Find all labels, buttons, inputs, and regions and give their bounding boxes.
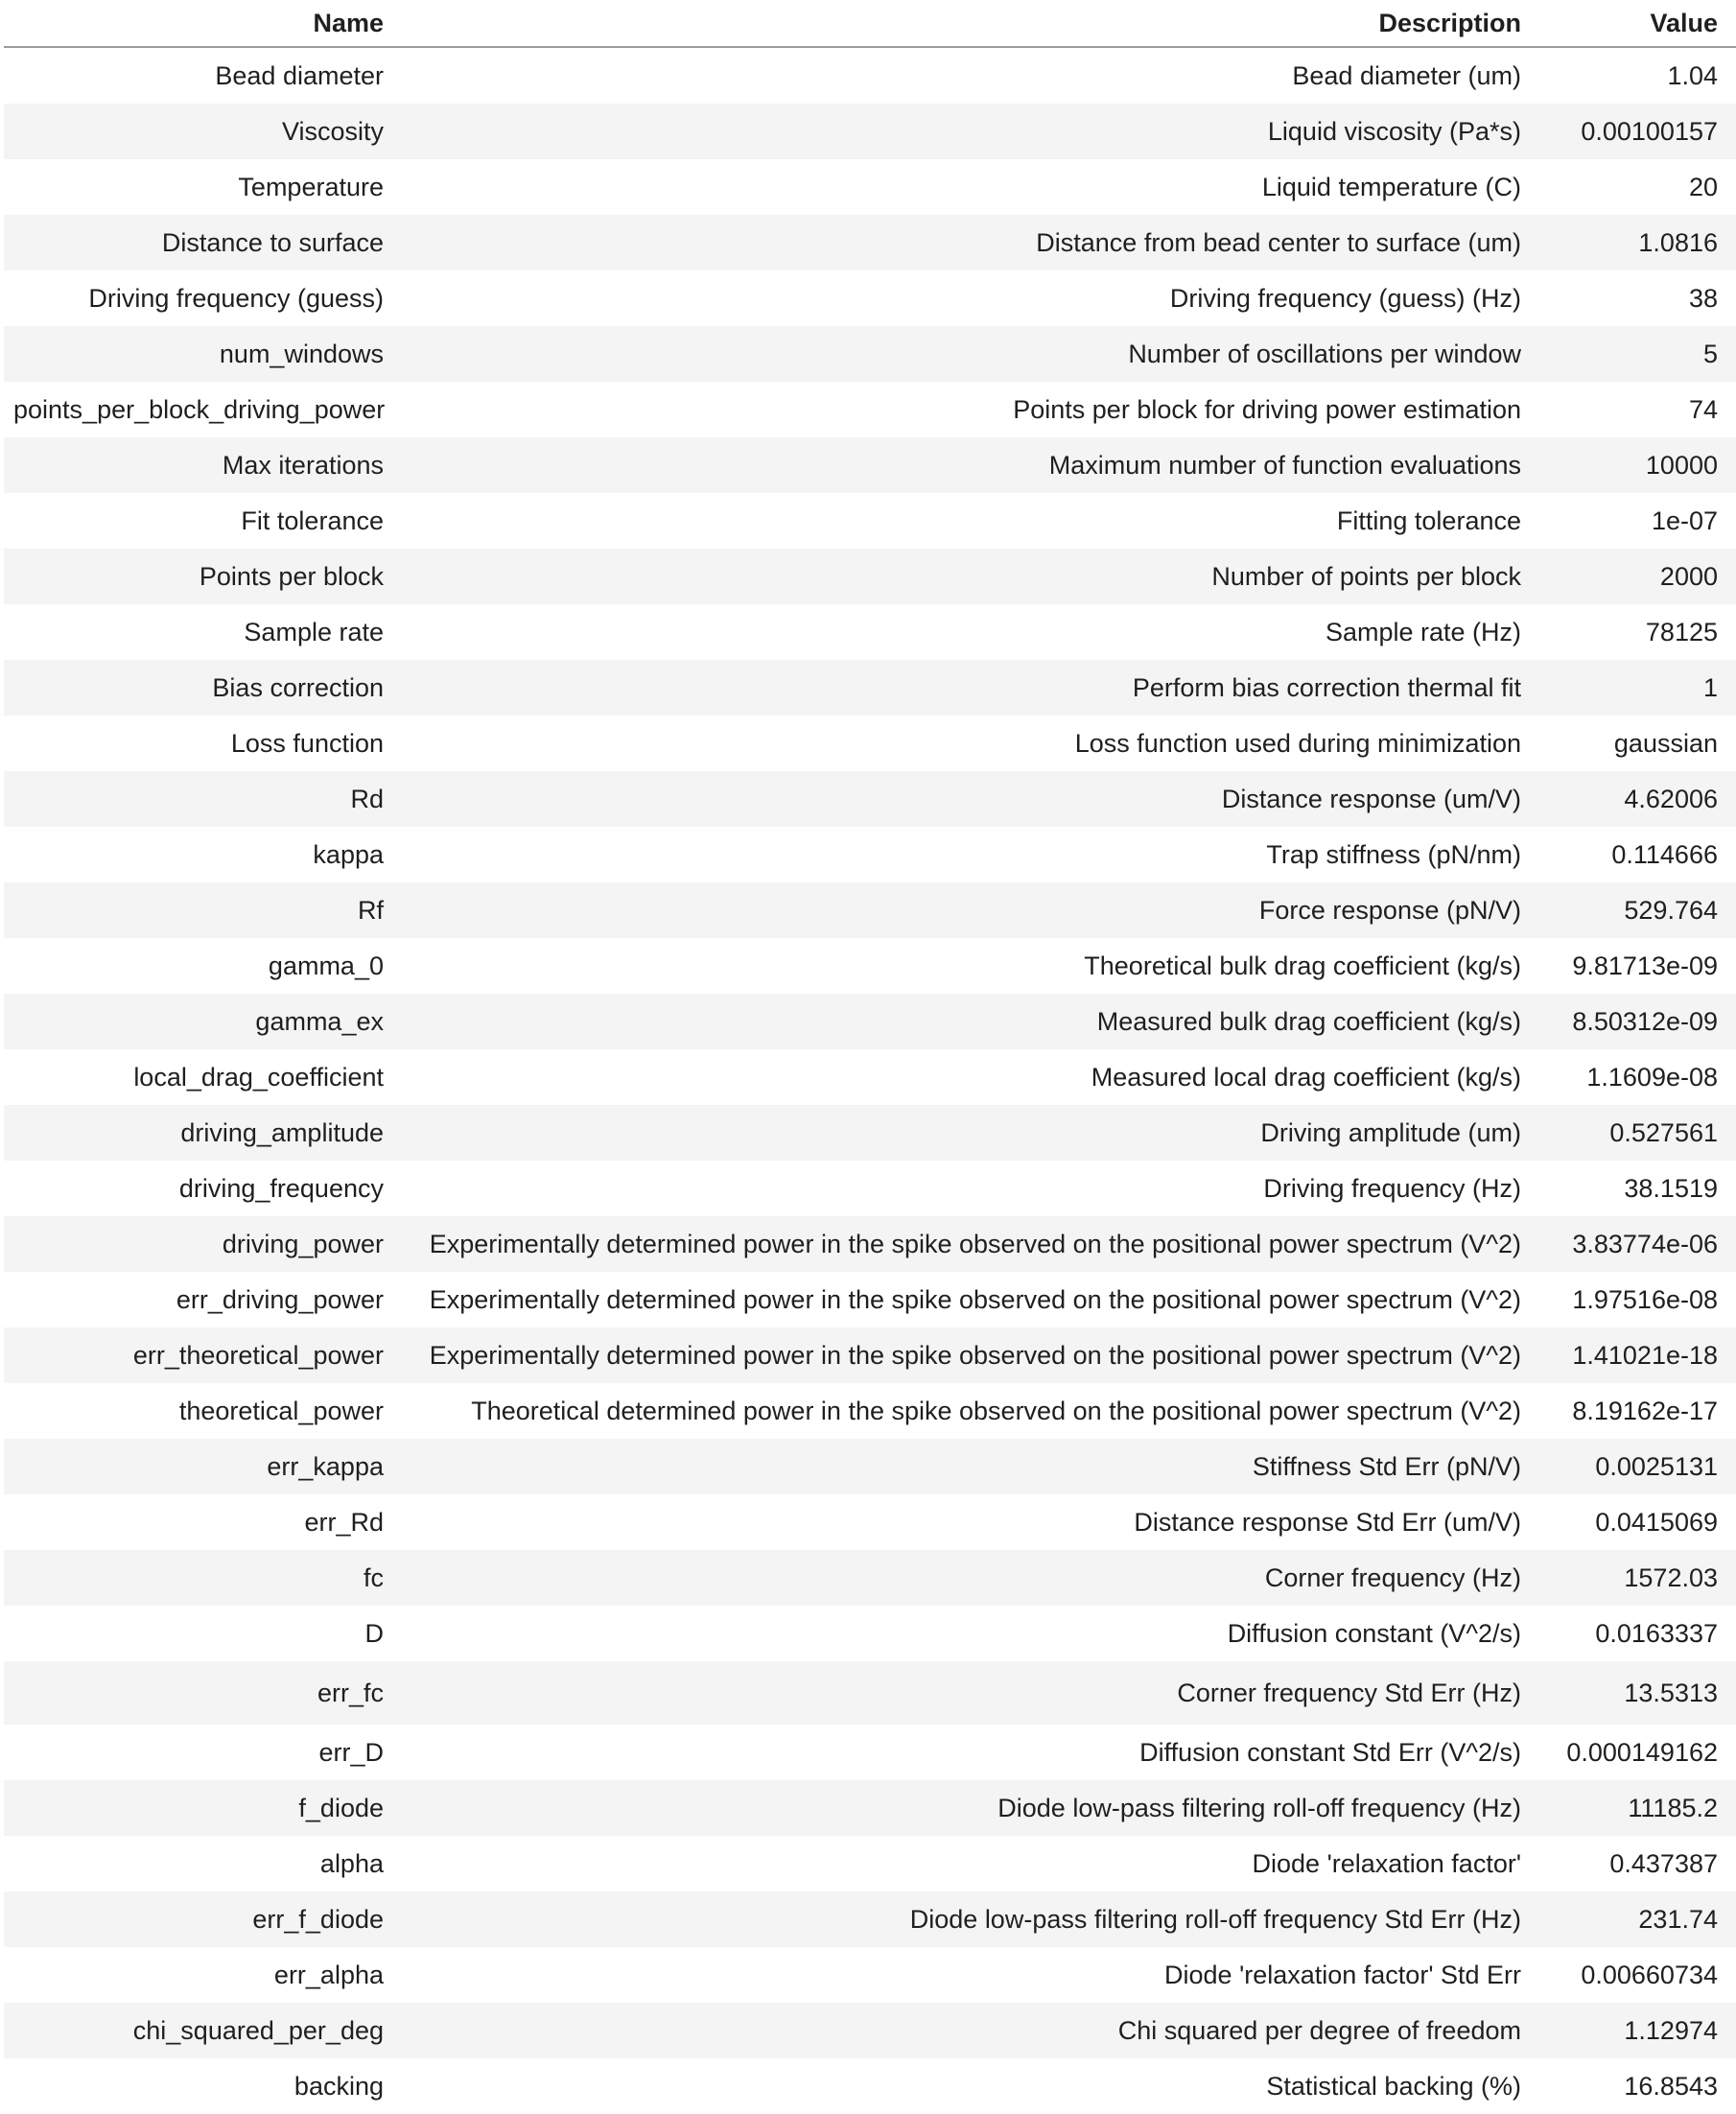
cell-value: 5 (1546, 326, 1736, 382)
cell-name: chi_squared_per_deg (4, 2003, 409, 2058)
cell-value: 0.114666 (1611, 839, 1718, 869)
cell-description: Measured local drag coefficient (kg/s) (1091, 1062, 1521, 1092)
cell-value: 0.00100157 (1546, 104, 1736, 159)
cell-value: 74 (1688, 394, 1718, 424)
cell-description: Diffusion constant (V^2/s) (1227, 1618, 1521, 1648)
cell-description: Trap stiffness (pN/nm) (1266, 839, 1521, 869)
table-row (4, 1780, 1736, 1836)
cell-value: 1.04 (1667, 60, 1718, 90)
cell-name: driving_amplitude (4, 1105, 409, 1161)
cell-value: 0.0025131 (1546, 1439, 1736, 1494)
table-row (4, 104, 1736, 159)
cell-value: 0.000149162 (1566, 1737, 1718, 1767)
cell-name: Bead diameter (215, 60, 384, 90)
table-row (4, 1947, 1736, 2003)
header-row (4, 0, 1736, 47)
column-header-name[interactable]: Name (4, 0, 409, 47)
cell-value: 1.97516e-08 (1572, 1284, 1718, 1314)
cell-value: 13.5313 (1546, 1661, 1736, 1725)
table-row (4, 1725, 1736, 1780)
cell-name: err_Rd (304, 1507, 384, 1537)
cell-description: Number of oscillations per window (409, 326, 1546, 382)
cell-description: Diode 'relaxation factor' (1252, 1848, 1521, 1878)
cell-name: err_alpha (273, 1960, 384, 1989)
cell-value: 0.437387 (1609, 1848, 1718, 1878)
table-row (4, 437, 1736, 493)
cell-name: err_kappa (4, 1439, 409, 1494)
table-row (4, 1216, 1736, 1272)
cell-description: Points per block for driving power estimation (1013, 394, 1521, 424)
cell-name: gamma_0 (268, 951, 384, 980)
table-header (4, 0, 1736, 47)
table-row (4, 660, 1736, 716)
cell-name: err_theoretical_power (4, 1327, 409, 1383)
cell-description: Corner frequency Std Err (Hz) (409, 1661, 1546, 1725)
cell-name: Rd (4, 771, 409, 827)
cell-value: 4.62006 (1546, 771, 1736, 827)
table-row (4, 1272, 1736, 1327)
table-row (4, 2003, 1736, 2058)
cell-description: Liquid temperature (C) (1261, 172, 1521, 201)
cell-description: Bead diameter (um) (1292, 60, 1521, 90)
cell-name: D (364, 1618, 384, 1648)
table-row (4, 382, 1736, 437)
table-row (4, 716, 1736, 771)
cell-description: Perform bias correction thermal fit (409, 660, 1546, 716)
cell-description: Diode low-pass filtering roll-off frequency Std Err (Hz) (409, 1891, 1546, 1947)
cell-name: theoretical_power (178, 1396, 384, 1425)
table-row (4, 1550, 1736, 1606)
cell-name: driving_power (4, 1216, 409, 1272)
cell-value: 0.00660734 (1581, 1960, 1718, 1989)
table-row (4, 493, 1736, 549)
cell-description: Driving frequency (Hz) (1263, 1173, 1521, 1203)
table-row (4, 771, 1736, 827)
cell-description: Loss function used during minimization (1074, 728, 1521, 758)
column-header-description[interactable]: Description (409, 0, 1546, 47)
cell-name: Distance to surface (4, 215, 409, 270)
table-row (4, 1661, 1736, 1725)
cell-value: 8.19162e-17 (1572, 1396, 1718, 1425)
table-row (4, 1836, 1736, 1891)
cell-value: 1.41021e-18 (1546, 1327, 1736, 1383)
cell-value: 11185.2 (1546, 1780, 1736, 1836)
cell-value: 20 (1688, 172, 1718, 201)
cell-value: 8.50312e-09 (1546, 994, 1736, 1049)
table-row (4, 159, 1736, 215)
table-row (4, 1327, 1736, 1383)
table-row (4, 938, 1736, 994)
table-row (4, 1891, 1736, 1947)
cell-value: gaussian (1613, 728, 1718, 758)
table-row (4, 1383, 1736, 1439)
cell-description: Distance response Std Err (um/V) (1134, 1507, 1521, 1537)
cell-description: Theoretical bulk drag coefficient (kg/s) (1084, 951, 1521, 980)
cell-name: f_diode (4, 1780, 409, 1836)
cell-description: Force response (pN/V) (409, 882, 1546, 938)
cell-value: 9.81713e-09 (1572, 951, 1718, 980)
cell-name: Temperature (238, 172, 384, 201)
cell-name: alpha (319, 1848, 384, 1878)
cell-name: Driving frequency (guess) (88, 283, 384, 313)
cell-description: Diode 'relaxation factor' Std Err (1164, 1960, 1521, 1989)
cell-description: Chi squared per degree of freedom (409, 2003, 1546, 2058)
cell-name: Points per block (4, 549, 409, 604)
cell-value: 1.0816 (1546, 215, 1736, 270)
cell-description: Measured bulk drag coefficient (kg/s) (409, 994, 1546, 1049)
cell-description: Experimentally determined power in the spike observed on the positional power spectrum (V^2) (409, 1216, 1546, 1272)
table-row (4, 326, 1736, 382)
table-row (4, 882, 1736, 938)
cell-value: 529.764 (1546, 882, 1736, 938)
parameters-table (4, 0, 1736, 2114)
cell-description: Liquid viscosity (Pa*s) (409, 104, 1546, 159)
cell-name: err_D (318, 1737, 384, 1767)
cell-name: gamma_ex (4, 994, 409, 1049)
cell-description: Number of points per block (409, 549, 1546, 604)
cell-name: Max iterations (4, 437, 409, 493)
cell-description: Distance from bead center to surface (um) (409, 215, 1546, 270)
cell-description: Theoretical determined power in the spike observed on the positional power spectrum (V^2) (471, 1396, 1521, 1425)
table-row (4, 1105, 1736, 1161)
cell-value: 0.527561 (1546, 1105, 1736, 1161)
column-header-value[interactable]: Value (1546, 0, 1736, 47)
cell-name: err_f_diode (4, 1891, 409, 1947)
cell-description: Diode low-pass filtering roll-off frequency (Hz) (409, 1780, 1546, 1836)
cell-description: Sample rate (Hz) (1325, 617, 1521, 646)
cell-name: local_drag_coefficient (133, 1062, 384, 1092)
cell-value: 10000 (1546, 437, 1736, 493)
table-row (4, 1439, 1736, 1494)
table-row (4, 1606, 1736, 1661)
table-row (4, 1161, 1736, 1216)
cell-value: 1e-07 (1651, 505, 1718, 535)
cell-value: 1.1609e-08 (1586, 1062, 1718, 1092)
cell-value: 78125 (1645, 617, 1718, 646)
cell-description: Distance response (um/V) (409, 771, 1546, 827)
cell-name: err_fc (4, 1661, 409, 1725)
cell-name: num_windows (4, 326, 409, 382)
cell-name: kappa (313, 839, 384, 869)
table-row (4, 1494, 1736, 1550)
table-row (4, 2058, 1736, 2114)
cell-value: 3.83774e-06 (1546, 1216, 1736, 1272)
cell-value: 16.8543 (1624, 2071, 1718, 2101)
cell-description: Experimentally determined power in the spike observed on the positional power spectrum (V^2) (429, 1284, 1521, 1314)
cell-value: 38 (1688, 283, 1718, 313)
cell-description: Driving amplitude (um) (409, 1105, 1546, 1161)
cell-description: Maximum number of function evaluations (409, 437, 1546, 493)
parameters-table-container (4, 0, 1736, 2114)
cell-value: 1572.03 (1546, 1550, 1736, 1606)
cell-name: Fit tolerance (241, 505, 384, 535)
cell-name: Viscosity (4, 104, 409, 159)
table-row (4, 549, 1736, 604)
cell-name: Rf (4, 882, 409, 938)
table-row (4, 827, 1736, 882)
cell-value: 1 (1546, 660, 1736, 716)
cell-description: Driving frequency (guess) (Hz) (1169, 283, 1521, 313)
cell-name: Loss function (230, 728, 384, 758)
table-body (4, 47, 1736, 2114)
cell-value: 0.0415069 (1595, 1507, 1718, 1537)
cell-description: Statistical backing (%) (1266, 2071, 1521, 2101)
table-row (4, 47, 1736, 104)
cell-value: 2000 (1546, 549, 1736, 604)
cell-description: Corner frequency (Hz) (409, 1550, 1546, 1606)
table-row (4, 215, 1736, 270)
table-row (4, 604, 1736, 660)
cell-description: Fitting tolerance (1336, 505, 1521, 535)
cell-value: 231.74 (1546, 1891, 1736, 1947)
cell-name: points_per_block_driving_power (13, 394, 386, 424)
cell-name: fc (4, 1550, 409, 1606)
cell-name: Sample rate (244, 617, 384, 646)
table-row (4, 994, 1736, 1049)
table-row (4, 270, 1736, 326)
cell-name: Bias correction (4, 660, 409, 716)
cell-description: Experimentally determined power in the spike observed on the positional power spectrum (V^2) (409, 1327, 1546, 1383)
cell-name: err_driving_power (176, 1284, 384, 1314)
cell-value: 0.0163337 (1595, 1618, 1718, 1648)
cell-description: Stiffness Std Err (pN/V) (409, 1439, 1546, 1494)
cell-value: 1.12974 (1546, 2003, 1736, 2058)
cell-description: Diffusion constant Std Err (V^2/s) (1139, 1737, 1521, 1767)
cell-name: backing (293, 2071, 384, 2101)
cell-value: 38.1519 (1624, 1173, 1718, 1203)
table-row (4, 1049, 1736, 1105)
cell-name: driving_frequency (178, 1173, 384, 1203)
